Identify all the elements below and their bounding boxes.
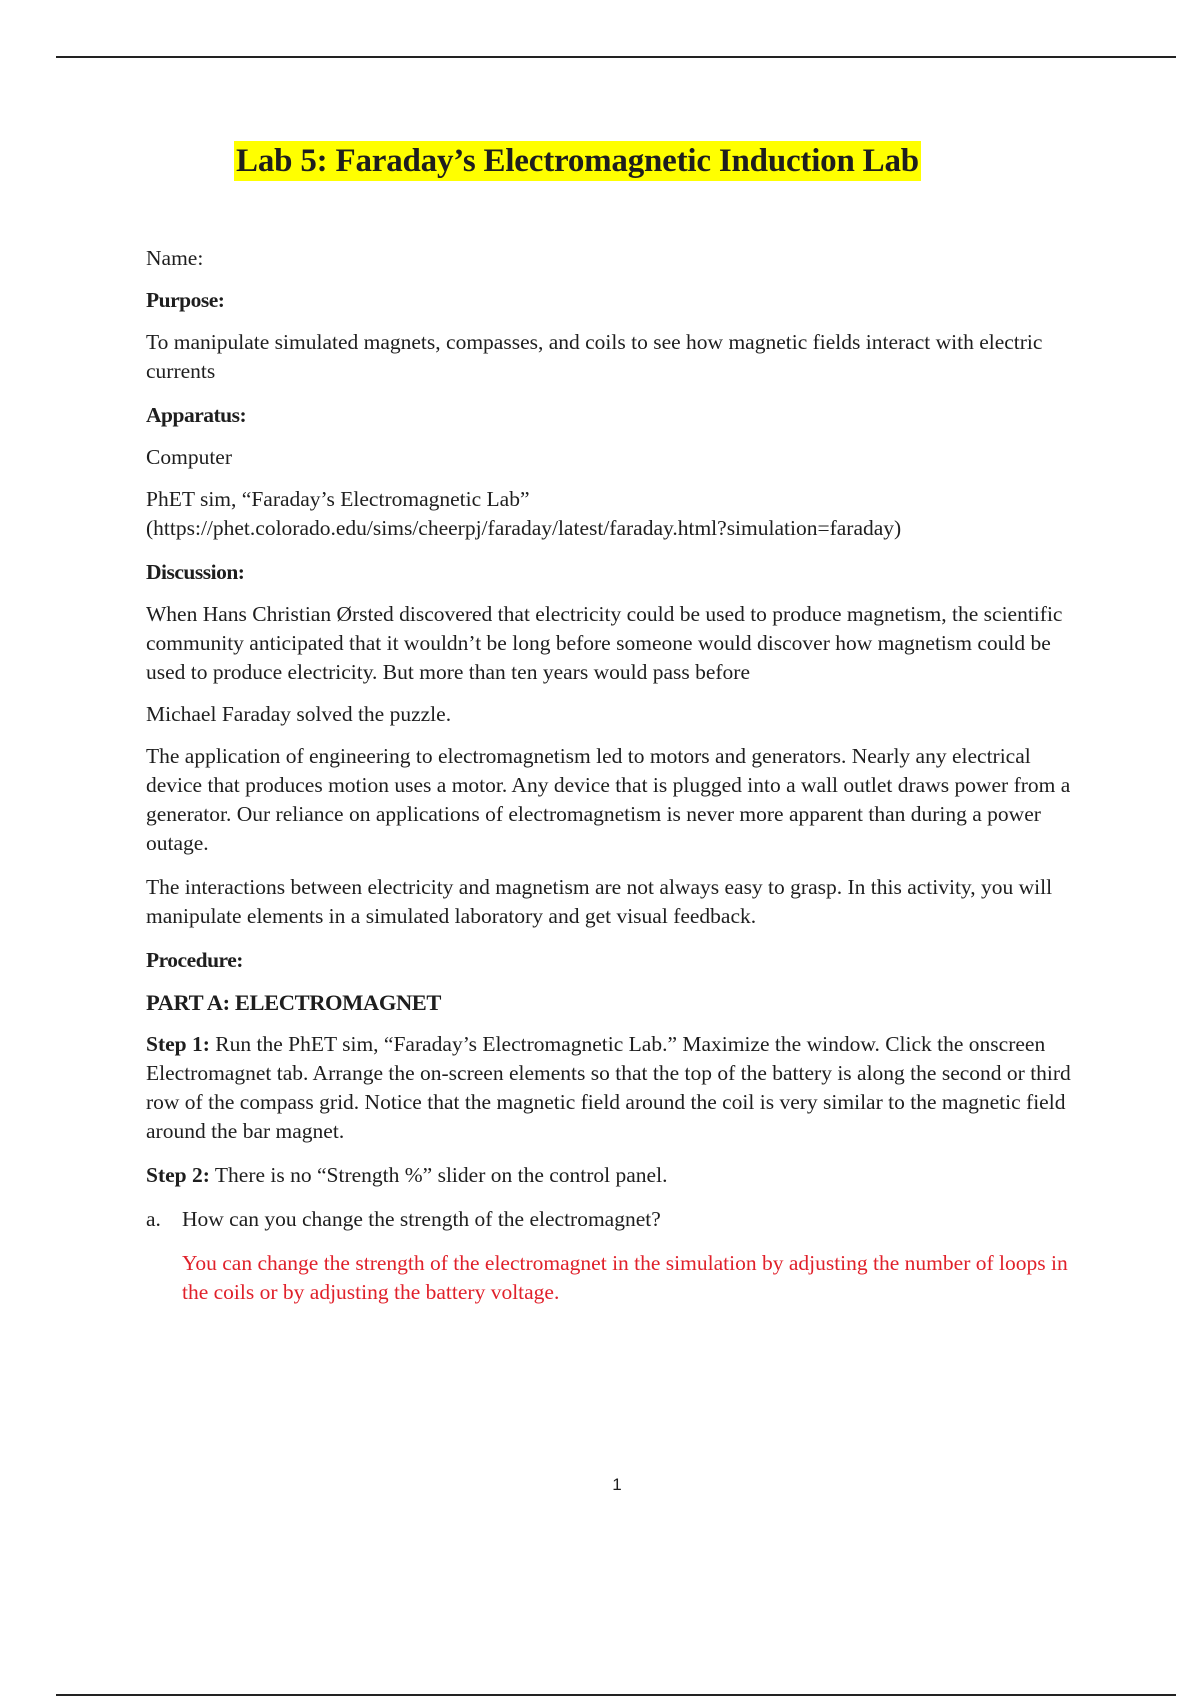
page-number: 1 xyxy=(612,1475,622,1494)
page-title: Lab 5: Faraday’s Electromagnetic Induction Lab xyxy=(236,143,919,179)
discussion-heading: Discussion: xyxy=(146,560,245,584)
answer-a: You can change the strength of the electromagnet in the simulation by adjusting the number of loops in the coils or by adjusting the battery voltage. xyxy=(182,1251,1068,1304)
part-a-heading: PART A: ELECTROMAGNET xyxy=(146,990,442,1015)
apparatus-heading: Apparatus: xyxy=(146,403,247,427)
question-a-text: How can you change the strength of the electromagnet? xyxy=(182,1207,661,1231)
apparatus-sim-url: (https://phet.colorado.edu/sims/cheerpj/faraday/latest/faraday.html?simulation=faraday) xyxy=(146,516,902,540)
step-1-label: Step 1: xyxy=(146,1032,210,1056)
step-2-label: Step 2: xyxy=(146,1163,210,1187)
apparatus-item-computer: Computer xyxy=(146,445,232,469)
step-2-text: There is no “Strength %” slider on the control panel. xyxy=(209,1163,668,1187)
document-body xyxy=(146,244,1086,1307)
question-a-letter: a. xyxy=(146,1207,161,1231)
name-label: Name: xyxy=(146,246,204,270)
step-1 xyxy=(146,1030,1086,1146)
discussion-paragraph-3: The application of engineering to electromagnetism led to motors and generators. Nearly any electrical device that produces motion uses a motor. Any device that is plugged into a wall outlet draws power from a generator. Our reliance on applications of electromagnetism is never more apparent than during a power outage. xyxy=(146,744,1071,855)
discussion-paragraph-1: When Hans Christian Ørsted discovered that electricity could be used to produce magnetism, the scientific community anticipated that it wouldn’t be long before someone would discover how magnetism could be used to produce electricity. But more than ten years would pass before xyxy=(146,602,1063,684)
top-rule xyxy=(56,56,1176,58)
bottom-rule xyxy=(56,1694,1176,1696)
discussion-paragraph-4: The interactions between electricity and magnetism are not always easy to grasp. In this activity, you will manipulate elements in a simulated laboratory and get visual feedback. xyxy=(146,875,1053,928)
procedure-heading: Procedure: xyxy=(146,948,243,972)
purpose-text: To manipulate simulated magnets, compasses, and coils to see how magnetic fields interact with electric currents xyxy=(146,330,1043,383)
question-a xyxy=(146,1205,1086,1234)
apparatus-item-sim: PhET sim, “Faraday’s Electromagnetic Lab” xyxy=(146,487,530,511)
title-container xyxy=(0,141,1200,181)
step-1-text: Run the PhET sim, “Faraday’s Electromagnetic Lab.” Maximize the window. Click the onscreen Electromagnet tab. Arrange the on-screen elements so that the top of the battery is along the second or third row of the compass grid. Notice that the magnetic field around the coil is very similar to the magnetic field around the bar magnet. xyxy=(146,1032,1071,1143)
step-2 xyxy=(146,1161,1086,1190)
discussion-paragraph-2: Michael Faraday solved the puzzle. xyxy=(146,702,452,726)
purpose-heading: Purpose: xyxy=(146,288,225,312)
